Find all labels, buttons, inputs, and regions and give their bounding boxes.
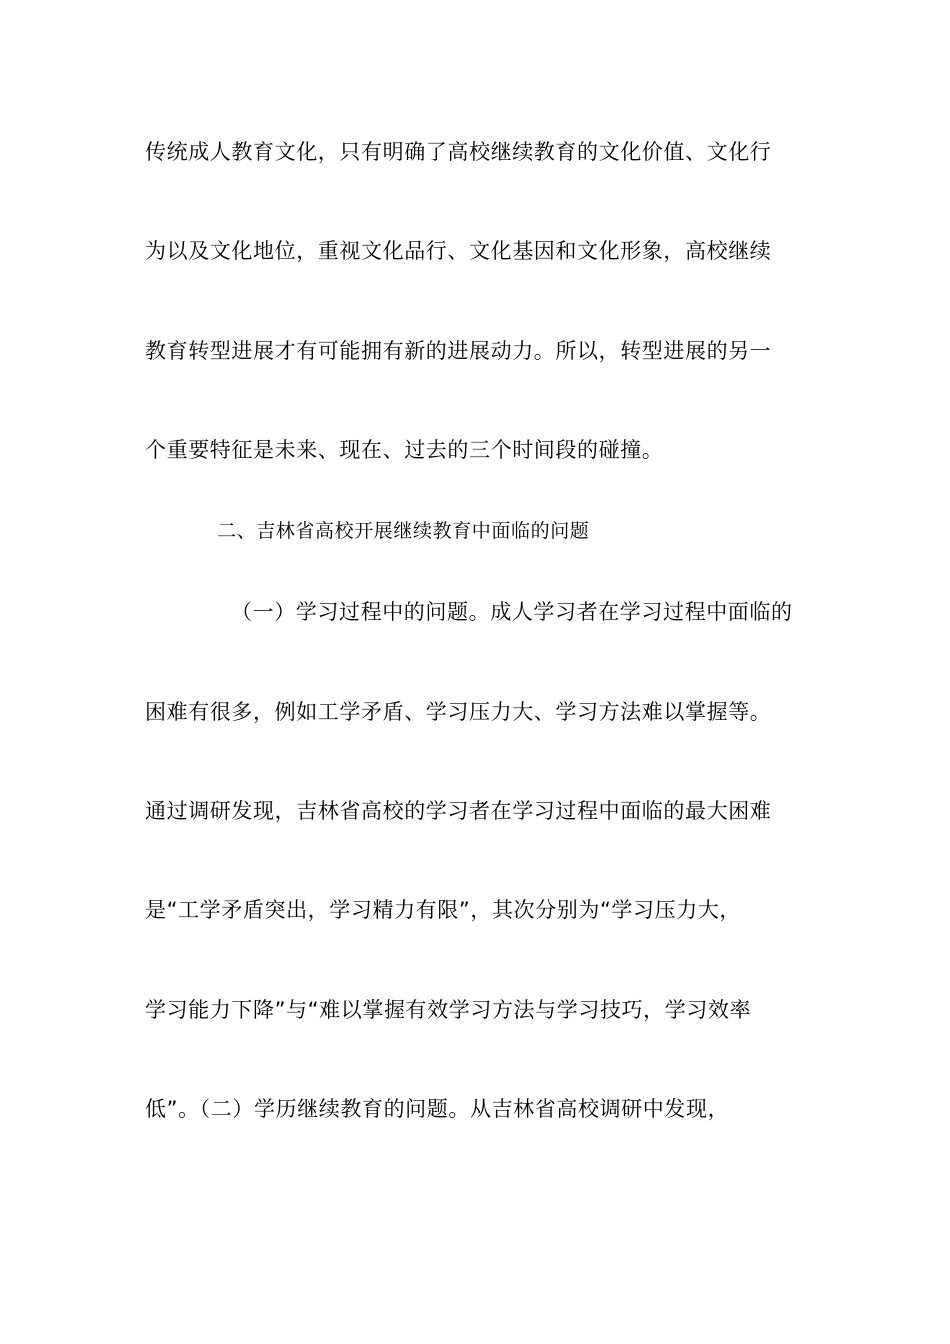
paragraph-line-2: 为以及文化地位，重视文化品行、文化基因和文化形象，高校继续: [145, 239, 772, 263]
paragraph-line-4: 个重要特征是未来、现在、过去的三个时间段的碰撞。: [145, 438, 664, 462]
paragraph-line-5: 困难有很多，例如工学矛盾、学习压力大、学习方法难以掌握等。: [145, 700, 772, 724]
paragraph-line-7: 是“工学矛盾突出，学习精力有限”，其次分别为“学习压力大，: [145, 898, 742, 922]
paragraph-line-3: 教育转型进展才有可能拥有新的进展动力。所以，转型进展的另一: [145, 339, 772, 363]
section-heading: 二、吉林省高校开展继续教育中面临的问题: [217, 520, 590, 542]
subsection-line-1: （一）学习过程中的问题。成人学习者在学习过程中面临的: [231, 600, 793, 624]
paragraph-line-9: 低”。（二）学历继续教育的问题。从吉林省高校调研中发现，: [145, 1097, 730, 1121]
paragraph-line-8: 学习能力下降”与“难以掌握有效学习方法与学习技巧，学习效率: [145, 998, 752, 1022]
paragraph-line-1: 传统成人教育文化，只有明确了高校继续教育的文化价值、文化行: [145, 140, 772, 164]
paragraph-line-6: 通过调研发现，吉林省高校的学习者在学习过程中面临的最大困难: [145, 799, 772, 823]
